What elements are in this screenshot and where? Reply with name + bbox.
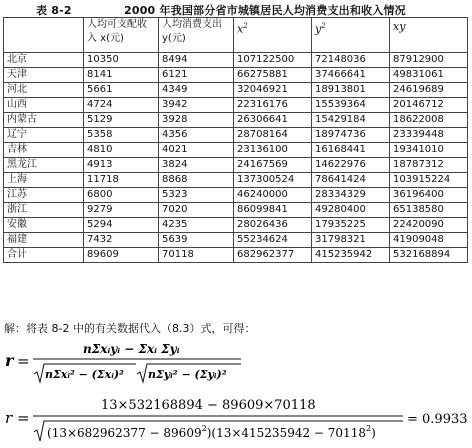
table-row [4,113,468,128]
cell-x2: 28026436 [234,218,312,233]
cell-xy: 24619689 [390,83,468,98]
table-total-row [4,248,468,263]
cell-x2: 107122500 [234,53,312,68]
cell-y2: 15539364 [312,98,390,113]
cell-x: 10350 [84,53,159,68]
cell-x: 5661 [84,83,159,98]
cell-x2: 32046921 [234,83,312,98]
total-region: 合计 [4,248,84,263]
table-title: 2000 年我国部分省市城镇居民人均消费支出和收入情况 [124,4,406,17]
table-row [4,68,468,83]
cell-region: 江苏 [4,188,84,203]
x2-header-var: x [237,22,244,36]
table-row [4,203,468,218]
cell-x: 9279 [84,203,159,218]
total-y: 70118 [159,248,234,263]
cell-x2: 86099841 [234,203,312,218]
cell-xy: 36196400 [390,188,468,203]
cell-y: 4356 [159,128,234,143]
cell-x: 5129 [84,113,159,128]
cell-x: 7432 [84,233,159,248]
table-body [4,53,468,263]
cell-y: 6121 [159,68,234,83]
y2-header: $y^2$ [312,18,390,53]
formula-denom-b: nΣyᵢ² − (Σyᵢ)² [148,368,227,381]
cell-y: 3942 [159,98,234,113]
cell-y2: 37466641 [312,68,390,83]
cell-region: 天津 [4,68,84,83]
cell-x: 5294 [84,218,159,233]
table-row [4,233,468,248]
table-row [4,158,468,173]
region-header-cont [4,35,84,53]
cell-x: 6800 [84,188,159,203]
cell-x: 5358 [84,128,159,143]
region-header [4,18,84,36]
cell-x2: 137300524 [234,173,312,188]
cell-y: 3928 [159,113,234,128]
cell-y: 8494 [159,53,234,68]
table-row [4,128,468,143]
cell-xy: 49831061 [390,68,468,83]
cell-y: 5639 [159,233,234,248]
cell-x: 4913 [84,158,159,173]
cell-region: 上海 [4,173,84,188]
xy-header: xy [390,18,468,53]
formula-numerator: nΣxᵢyᵢ − Σxᵢ Σyᵢ [83,342,180,356]
cell-y: 5323 [159,188,234,203]
cell-y2: 78641424 [312,173,390,188]
data-table [3,17,468,263]
cell-y: 7020 [159,203,234,218]
numeric-numerator: 13×532168894 − 89609×70118 [101,398,316,413]
cell-xy: 65138580 [390,203,468,218]
cell-y2: 14622976 [312,158,390,173]
cell-xy: 41909048 [390,233,468,248]
y2-header-var: y [315,22,322,36]
cell-region: 吉林 [4,143,84,158]
table-row [4,188,468,203]
numeric-equals: = [17,409,30,427]
cell-xy: 20146712 [390,98,468,113]
cell-x2: 23136100 [234,143,312,158]
table-label: 表 8-2 [36,4,72,17]
cell-y: 3824 [159,158,234,173]
solution-text: 解：将表 8-2 中的有关数据代入（8.3）式，可得： [4,322,256,335]
cell-x2: 26306641 [234,113,312,128]
cell-x2: 46240000 [234,188,312,203]
cell-y2: 49280400 [312,203,390,218]
cell-region: 北京 [4,53,84,68]
cell-y: 8868 [159,173,234,188]
table-row [4,98,468,113]
cell-region: 浙江 [4,203,84,218]
numeric-denom-a: 13×682962377 − 89609 [51,426,202,440]
numeric-denom-b: 13×415235942 − 70118 [216,426,366,440]
cell-x2: 55234624 [234,233,312,248]
table-row [4,53,468,68]
total-x2: 682962377 [234,248,312,263]
formula-r: r [5,351,14,370]
cell-y2: 18974736 [312,128,390,143]
cell-region: 山西 [4,98,84,113]
cell-y2: 15429184 [312,113,390,128]
cell-xy: 87912900 [390,53,468,68]
table-header-row [4,18,468,36]
table-row [4,218,468,233]
cell-y: 4021 [159,143,234,158]
formula-equals: = [17,352,30,370]
cell-region: 内蒙古 [4,113,84,128]
cell-region: 安徽 [4,218,84,233]
cell-x2: 22316176 [234,98,312,113]
numeric-denominator: $(13\times 682962377 - 89609^2)(13\times 415235942 - 70118^2)$ [47,424,376,440]
numeric-formula [3,392,469,446]
correlation-formula [3,336,469,386]
formula-denom-a: nΣxᵢ² − (Σxᵢ)² [45,368,124,381]
cell-x: 11718 [84,173,159,188]
total-xy: 532168894 [390,248,468,263]
cell-y2: 17935225 [312,218,390,233]
cell-y2: 18913801 [312,83,390,98]
cell-xy: 18787312 [390,158,468,173]
cell-x: 4810 [84,143,159,158]
total-y2: 415235942 [312,248,390,263]
cell-xy: 103915224 [390,173,468,188]
table-row [4,173,468,188]
numeric-result: = 0.9933 [407,412,468,427]
cell-region: 黑龙江 [4,158,84,173]
cell-y: 4349 [159,83,234,98]
cell-xy: 18622008 [390,113,468,128]
cell-y2: 16168441 [312,143,390,158]
cell-xy: 19341010 [390,143,468,158]
cell-y2: 28334329 [312,188,390,203]
cell-x2: 28708164 [234,128,312,143]
cell-y2: 72148036 [312,53,390,68]
table-row [4,143,468,158]
cell-y2: 31798321 [312,233,390,248]
cell-xy: 22420090 [390,218,468,233]
income-header: 人均可支配收入 x(元) [84,18,159,53]
total-x: 89609 [84,248,159,263]
cell-x2: 66275881 [234,68,312,83]
cell-x2: 24167569 [234,158,312,173]
cell-xy: 23339448 [390,128,468,143]
cell-x: 8141 [84,68,159,83]
numeric-r: r [5,409,13,427]
x2-header: $x^2$ [234,18,312,53]
cell-region: 福建 [4,233,84,248]
cell-region: 辽宁 [4,128,84,143]
cell-x: 4724 [84,98,159,113]
cell-region: 河北 [4,83,84,98]
cell-y: 4235 [159,218,234,233]
table-row [4,83,468,98]
spend-header: 人均消费支出 y(元) [159,18,234,53]
